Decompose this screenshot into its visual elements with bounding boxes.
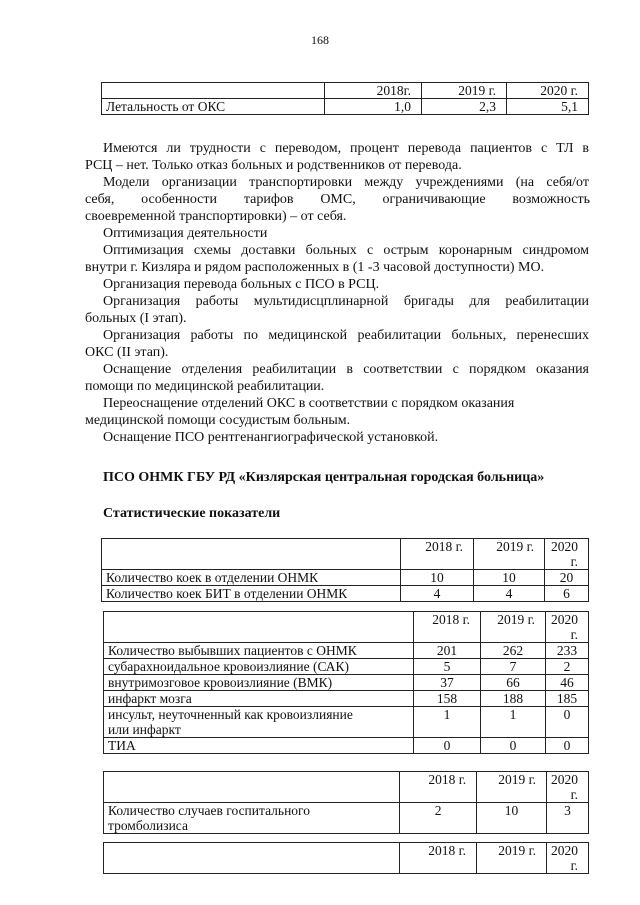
paragraph-line: себя, особенности тарифов ОМС, ограничивающие возможность	[85, 192, 590, 207]
paragraph-line: ОКС (II этап).	[85, 345, 169, 360]
table-cell: тромболизиса	[104, 818, 400, 834]
table-cell: инфаркт мозга	[104, 691, 414, 707]
table-cell	[481, 722, 546, 738]
table-cell: 10	[477, 803, 547, 819]
table-row	[104, 659, 589, 675]
table-cell	[414, 722, 481, 738]
table-cell: 4	[474, 586, 545, 602]
table-cell: 4	[401, 586, 474, 602]
paragraph-line: Организация работы по медицинской реабилитации больных, перенесших	[103, 328, 589, 343]
table-header-row	[104, 612, 589, 643]
table-header-cell: 2020 г.	[507, 83, 589, 99]
table-header-cell: 2019 г.	[477, 843, 547, 874]
table-cell: 262	[481, 643, 546, 659]
table-cell: 2	[400, 803, 477, 819]
table-header-cell: 2020 г.	[547, 772, 589, 803]
table-cell: внутримозговое кровоизлияние (ВМК)	[104, 675, 414, 691]
table-cell: Количество коек БИТ в отделении ОНМК	[102, 586, 401, 602]
table-cell: 7	[481, 659, 546, 675]
table-cell	[104, 612, 414, 643]
page-number: 168	[311, 33, 329, 47]
beds-table	[101, 538, 589, 602]
table-cell: Количество случаев госпитального	[104, 803, 400, 819]
table-header-cell: 2018 г.	[400, 843, 477, 874]
table-header-row	[102, 83, 589, 99]
table-row	[104, 818, 589, 834]
paragraph-line: Модели организации транспортировки между учреждениями (на себя/от	[103, 175, 589, 190]
table-row	[104, 803, 589, 819]
table-cell: 6	[545, 586, 589, 602]
table-cell: 5,1	[507, 99, 589, 115]
table-header-cell: 2020 г.	[547, 843, 589, 874]
table-cell: 158	[414, 691, 481, 707]
paragraph-line: Переоснащение отделений ОКС в соответствии с порядком оказания	[103, 396, 515, 411]
table-cell: 10	[401, 570, 474, 586]
table-cell: 3	[547, 803, 589, 819]
table-cell: 10	[474, 570, 545, 586]
table-header-cell: 2019 г.	[474, 539, 545, 570]
paragraph-line: Оснащение ПСО рентгенангиографической установкой.	[103, 430, 439, 445]
table-cell: 201	[414, 643, 481, 659]
table-cell: 1	[481, 707, 546, 723]
section-title: ПСО ОНМК ГБУ РД «Кизлярская центральная городская больница»	[103, 470, 545, 485]
table-cell: Количество коек в отделении ОНМК	[102, 570, 401, 586]
table-cell: 1	[414, 707, 481, 723]
table-header-cell: 2019 г.	[481, 612, 546, 643]
table-cell: Летальность от ОКС	[102, 99, 325, 115]
table-cell: 5	[414, 659, 481, 675]
table-row	[104, 738, 589, 754]
paragraph-line: Имеются ли трудности с переводом, процент перевода пациентов с ТЛ в	[103, 141, 589, 156]
table-cell: 2,3	[422, 99, 507, 115]
paragraph-line: внутри г. Кизляра и рядом расположенных в (1 -3 часовой доступности) МО.	[85, 260, 545, 275]
table-row	[104, 722, 589, 738]
table-row	[104, 691, 589, 707]
table-row	[102, 570, 589, 586]
table-cell: 46	[546, 675, 589, 691]
table-cell: 0	[414, 738, 481, 754]
table-header-row	[102, 539, 589, 570]
table-cell: 0	[546, 738, 589, 754]
paragraph-line: Оснащение отделения реабилитации в соответствии с порядком оказания	[103, 362, 589, 377]
paragraph-line: медицинской помощи сосудистым больным.	[85, 413, 351, 428]
paragraph-line: больных (I этап).	[85, 311, 187, 326]
table-cell	[104, 772, 400, 803]
table-cell: 2	[546, 659, 589, 675]
table-cell	[546, 722, 589, 738]
paragraph-line: Оптимизация схемы доставки больных с острым коронарным синдромом	[103, 243, 589, 258]
table-header-cell: 2019 г.	[477, 772, 547, 803]
table-cell	[477, 818, 547, 834]
subsection-title: Статистические показатели	[103, 506, 281, 521]
table-cell: 185	[546, 691, 589, 707]
patients-table	[103, 611, 589, 754]
table-cell: 0	[546, 707, 589, 723]
table-cell	[547, 818, 589, 834]
table-cell: 37	[414, 675, 481, 691]
table-cell: 66	[481, 675, 546, 691]
next-table	[103, 842, 589, 874]
table-header-cell: 2018 г.	[414, 612, 481, 643]
table-cell	[400, 818, 477, 834]
table-cell	[104, 843, 400, 874]
table-cell: 1,0	[325, 99, 422, 115]
thrombolysis-table	[103, 771, 589, 834]
table-cell: инсульт, неуточненный как кровоизлияние	[104, 707, 414, 723]
table-header-cell: 2019 г.	[422, 83, 507, 99]
table-header-cell: 2020 г.	[546, 612, 589, 643]
paragraph-line: РСЦ – нет. Только отказ больных и родственников от перевода.	[85, 158, 462, 173]
table-cell: субарахноидальное кровоизлияние (САК)	[104, 659, 414, 675]
paragraph-line: помощи по медицинской реабилитации.	[85, 379, 325, 394]
table-cell	[102, 83, 325, 99]
paragraph-line: Оптимизация деятельности	[103, 226, 268, 241]
table-cell: 0	[481, 738, 546, 754]
table-cell: или инфаркт	[104, 722, 414, 738]
table-row	[104, 707, 589, 723]
lethality-table	[101, 82, 589, 115]
table-cell: Количество выбывших пациентов с ОНМК	[104, 643, 414, 659]
table-row	[104, 675, 589, 691]
paragraph-line: Организация работы мультидисцплинарной бригады для реабилитации	[103, 294, 589, 309]
table-row	[104, 643, 589, 659]
table-row	[102, 99, 589, 115]
table-row	[102, 586, 589, 602]
table-header-cell: 2018 г.	[401, 539, 474, 570]
table-cell: 188	[481, 691, 546, 707]
table-header-cell: 2018 г.	[400, 772, 477, 803]
paragraph-line: Организация перевода больных с ПСО в РСЦ.	[103, 277, 380, 292]
table-cell: 20	[545, 570, 589, 586]
table-header-cell: 2020 г.	[545, 539, 589, 570]
table-cell: ТИА	[104, 738, 414, 754]
paragraph-line: своевременной транспортировки) – от себя.	[85, 209, 347, 224]
table-header-row	[104, 843, 589, 874]
table-cell: 233	[546, 643, 589, 659]
table-header-row	[104, 772, 589, 803]
table-header-cell: 2018г.	[325, 83, 422, 99]
table-cell	[102, 539, 401, 570]
